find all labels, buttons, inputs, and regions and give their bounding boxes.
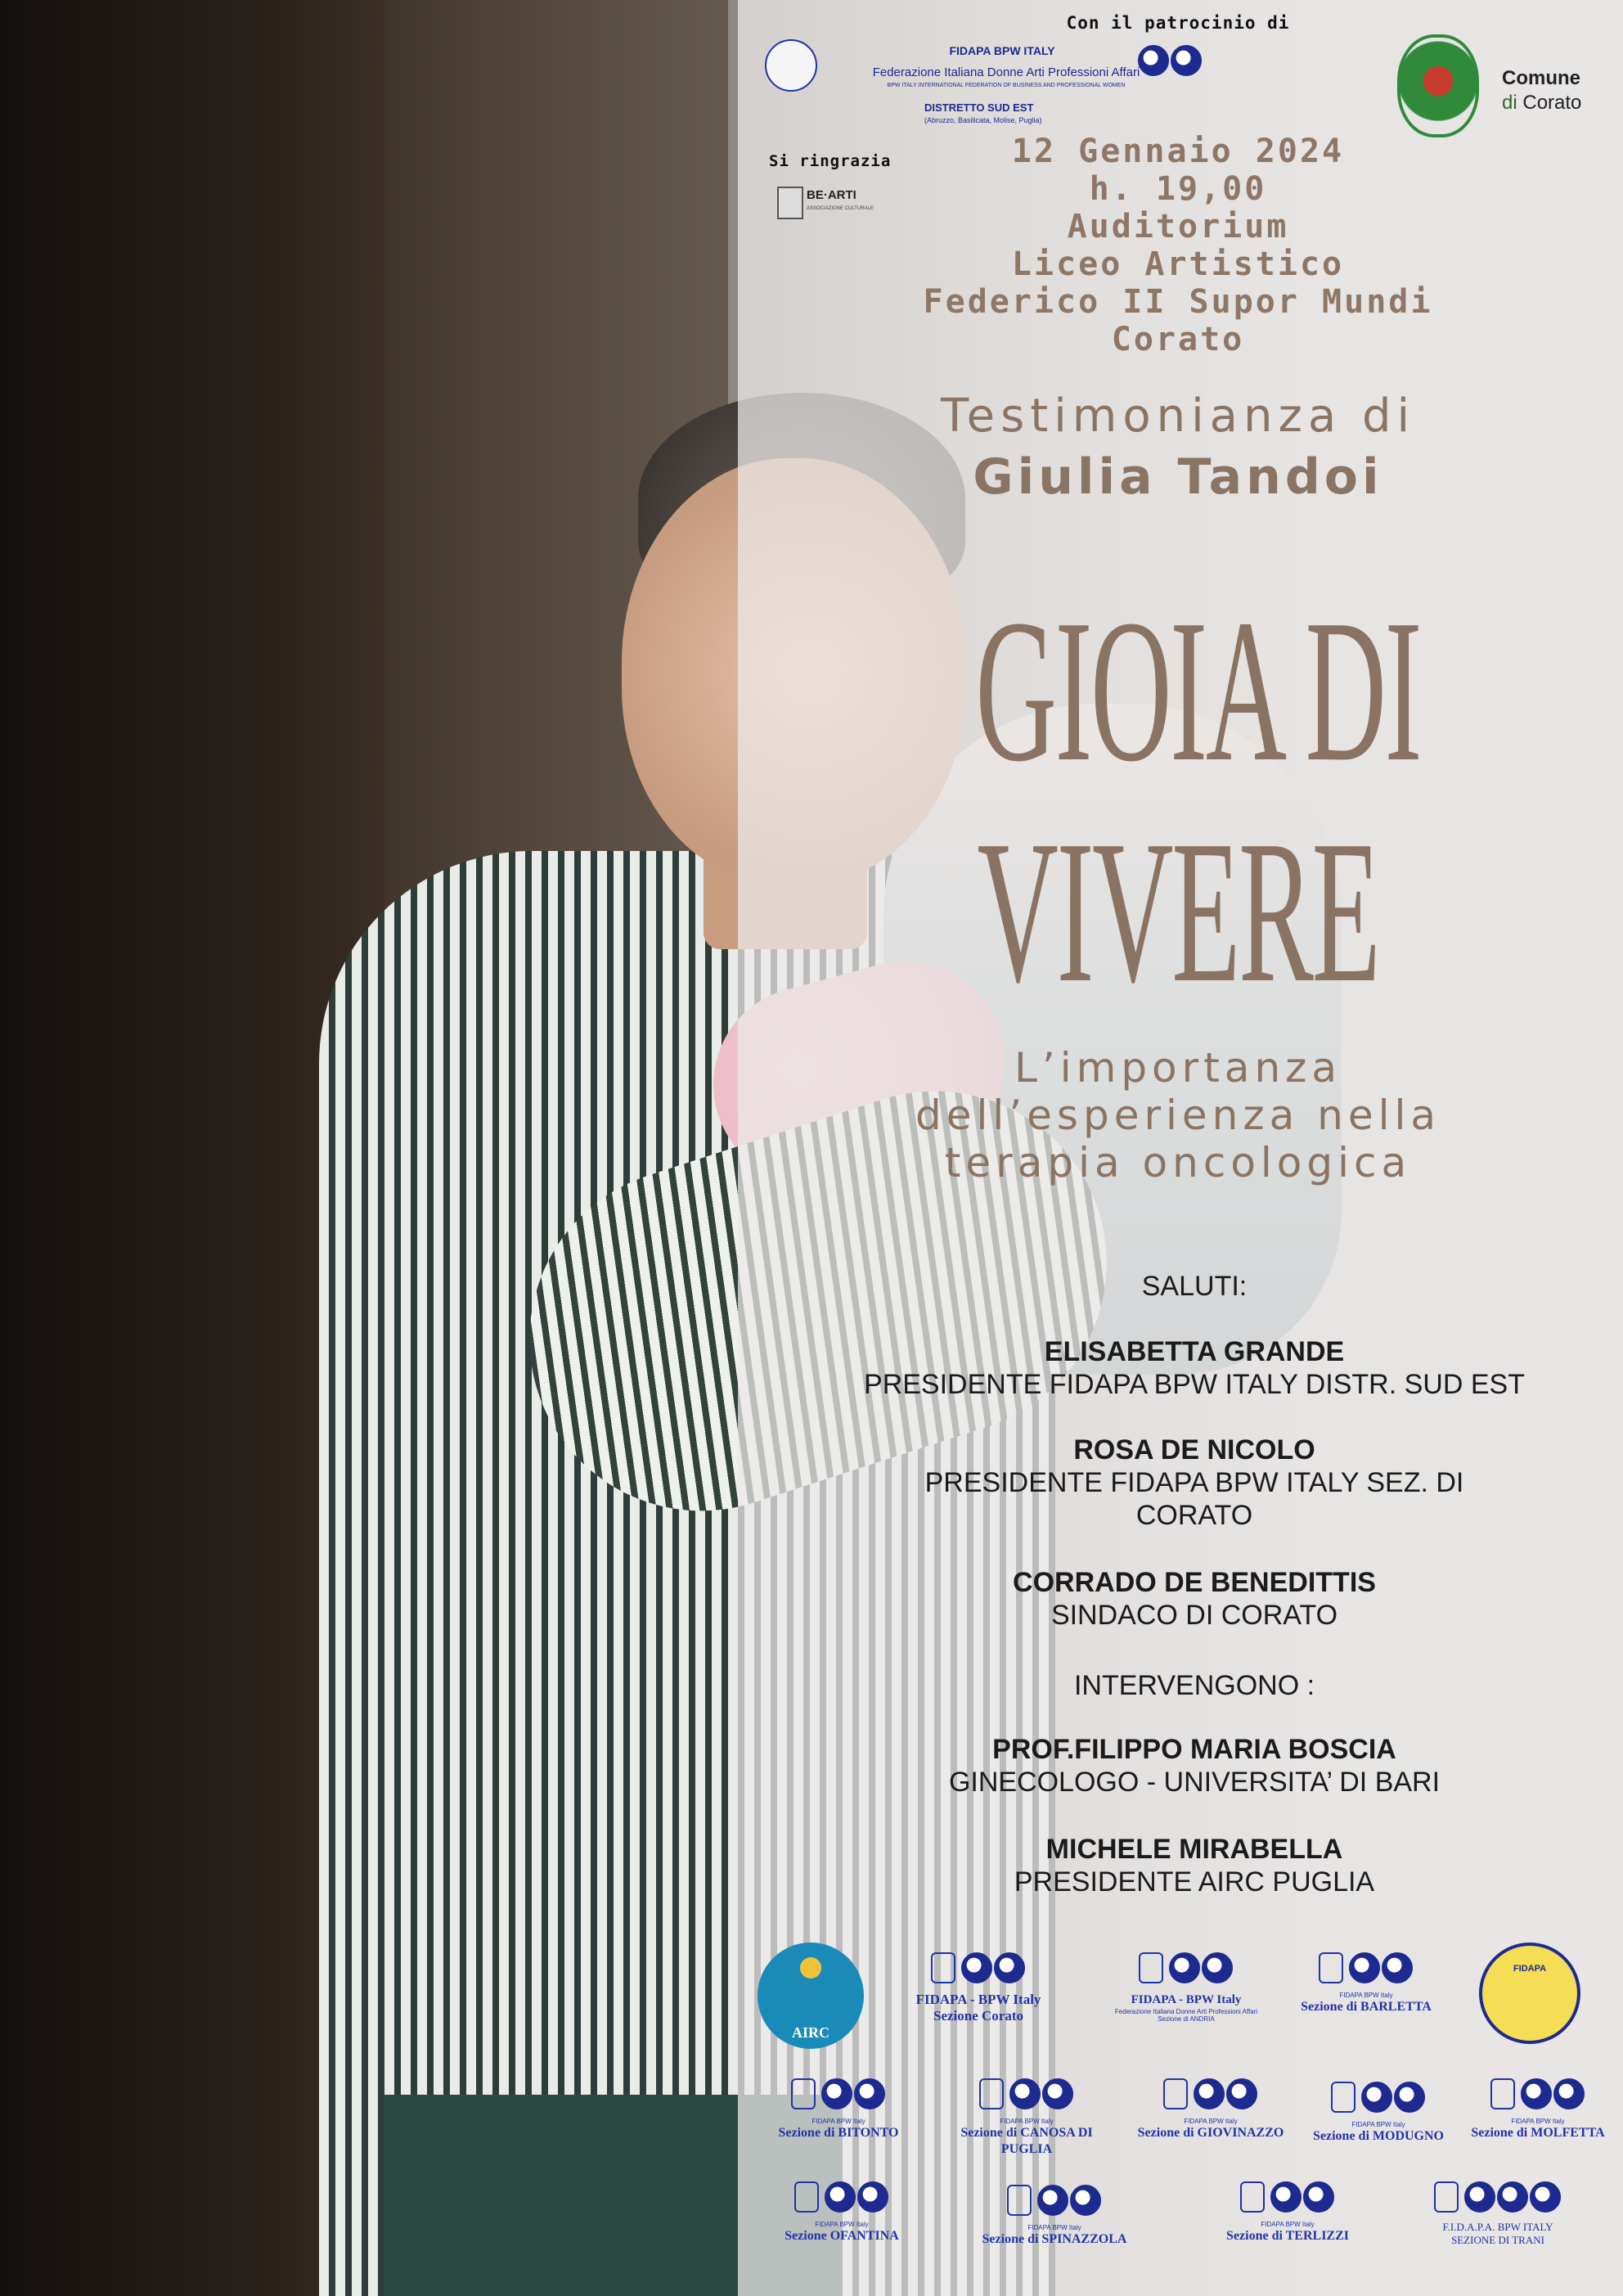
speaker-entry bbox=[785, 1733, 1603, 1799]
person-role: PRESIDENTE FIDAPA BPW ITALY SEZ. DI CORATO bbox=[924, 1467, 1464, 1531]
badge-label: FIDAPA bbox=[1513, 1964, 1547, 1974]
bpw-globes-icon bbox=[1137, 45, 1203, 76]
comune-label: Comune bbox=[1502, 67, 1580, 89]
person-name: CORRADO DE BENEDITTIS bbox=[1013, 1567, 1376, 1598]
corato-crest-icon bbox=[1397, 34, 1479, 137]
logo-fidapa-andria: FIDAPA - BPW Italy Federazione Italiana Donne Arti Professioni Affari Sezione di ANDRIA bbox=[1088, 1952, 1284, 2023]
greetings-label: SALUTI: bbox=[1141, 1271, 1248, 1302]
person-name: ROSA DE NICOLO bbox=[1073, 1434, 1315, 1465]
logo-fidapa-modugno: FIDAPA BPW Italy Sezione di MODUGNO bbox=[1301, 2082, 1456, 2145]
main-title-line1: GIOIA DI bbox=[975, 578, 1421, 804]
subtitle-line: terapia oncologica bbox=[944, 1139, 1412, 1186]
logo-fidapa-corato: FIDAPA - BPW Italy Sezione Corato bbox=[888, 1952, 1068, 2024]
subtitle bbox=[802, 1044, 1554, 1186]
bearti-logo-icon bbox=[777, 187, 803, 219]
person-name: PROF.FILIPPO MARIA BOSCIA bbox=[992, 1734, 1396, 1765]
patronage-label: Con il patrocinio di bbox=[1066, 13, 1290, 33]
main-title-line2: VIVERE bbox=[977, 799, 1379, 1025]
fidapa-english-name: BPW ITALY INTERNATIONAL FEDERATION OF BUSINESS AND PROFESSIONAL WOMEN bbox=[887, 83, 1126, 88]
speaker-entry bbox=[785, 1833, 1603, 1898]
fidapa-emblem-icon bbox=[765, 39, 817, 92]
fidapa-full-name: Federazione Italiana Donne Arti Professioni Affari bbox=[872, 65, 1140, 79]
subtitle-line: L’importanza bbox=[1014, 1044, 1342, 1092]
venue-line: Liceo Artistico bbox=[1011, 245, 1345, 283]
district-regions: (Abruzzo, Basilicata, Molise, Puglia) bbox=[924, 116, 1042, 124]
fidapa-title: FIDAPA BPW ITALY bbox=[949, 44, 1055, 57]
logo-fidapa-barletta: FIDAPA BPW Italy Sezione di BARLETTA bbox=[1276, 1952, 1456, 2015]
subtitle-line: dell’esperienza nella bbox=[915, 1092, 1441, 1139]
event-date: 12 Gennaio 2024 bbox=[1011, 133, 1345, 170]
venue-line: Federico II Supor Mundi bbox=[923, 283, 1433, 321]
logo-fidapa-ofantina: FIDAPA BPW Italy Sezione OFANTINA bbox=[764, 2181, 919, 2244]
fidapa-badge-icon bbox=[1479, 1943, 1580, 2044]
district-name: DISTRETTO SUD EST bbox=[924, 101, 1034, 114]
greeting-entry bbox=[785, 1566, 1603, 1632]
sponsor-name: BE·ARTI bbox=[807, 188, 856, 202]
speakers-label: INTERVENGONO : bbox=[1073, 1670, 1315, 1701]
sponsor-subtitle: ASSOCIAZIONE CULTURALE bbox=[807, 206, 874, 211]
greeting-entry bbox=[785, 1335, 1603, 1401]
thanks-label: Si ringrazia bbox=[769, 152, 892, 170]
airc-label: AIRC bbox=[791, 2024, 829, 2041]
person-name: ELISABETTA GRANDE bbox=[1044, 1336, 1345, 1367]
logo-fidapa-terlizzi: FIDAPA BPW Italy Sezione di TERLIZZI bbox=[1206, 2181, 1369, 2244]
testimony-name: Giulia Tandoi bbox=[973, 448, 1383, 506]
event-info bbox=[818, 133, 1538, 358]
event-time: h. 19,00 bbox=[1089, 170, 1267, 208]
logo-fidapa-giovinazzo: FIDAPA BPW Italy Sezione di GIOVINAZZO bbox=[1129, 2078, 1293, 2141]
person-role: SINDACO DI CORATO bbox=[1050, 1600, 1338, 1631]
venue-line: Corato bbox=[1111, 321, 1245, 358]
logo-fidapa-bitonto: FIDAPA BPW Italy Sezione di BITONTO bbox=[761, 2078, 916, 2141]
logo-fidapa-trani: F.I.D.A.P.A. BPW ITALY SEZIONE DI TRANI bbox=[1404, 2181, 1592, 2247]
greeting-entry bbox=[785, 1434, 1603, 1532]
logo-fidapa-molfetta: FIDAPA BPW Italy Sezione di MOLFETTA bbox=[1464, 2078, 1612, 2141]
venue-line: Auditorium bbox=[1067, 208, 1289, 245]
person-role: PRESIDENTE FIDAPA BPW ITALY DISTR. SUD EST bbox=[864, 1369, 1525, 1400]
logo-fidapa-canosa: FIDAPA BPW Italy Sezione di CANOSA DI PUGLIA bbox=[941, 2078, 1113, 2158]
testimony-label: Testimonianza di bbox=[940, 389, 1416, 443]
person-role: PRESIDENTE AIRC PUGLIA bbox=[1014, 1866, 1375, 1898]
comune-city: di Corato bbox=[1502, 92, 1582, 114]
logo-fidapa-spinazzola: FIDAPA BPW Italy Sezione di SPINAZZOLA bbox=[969, 2185, 1140, 2248]
person-name: MICHELE MIRABELLA bbox=[1045, 1834, 1343, 1865]
person-role: GINECOLOGO - UNIVERSITA’ DI BARI bbox=[948, 1767, 1441, 1798]
